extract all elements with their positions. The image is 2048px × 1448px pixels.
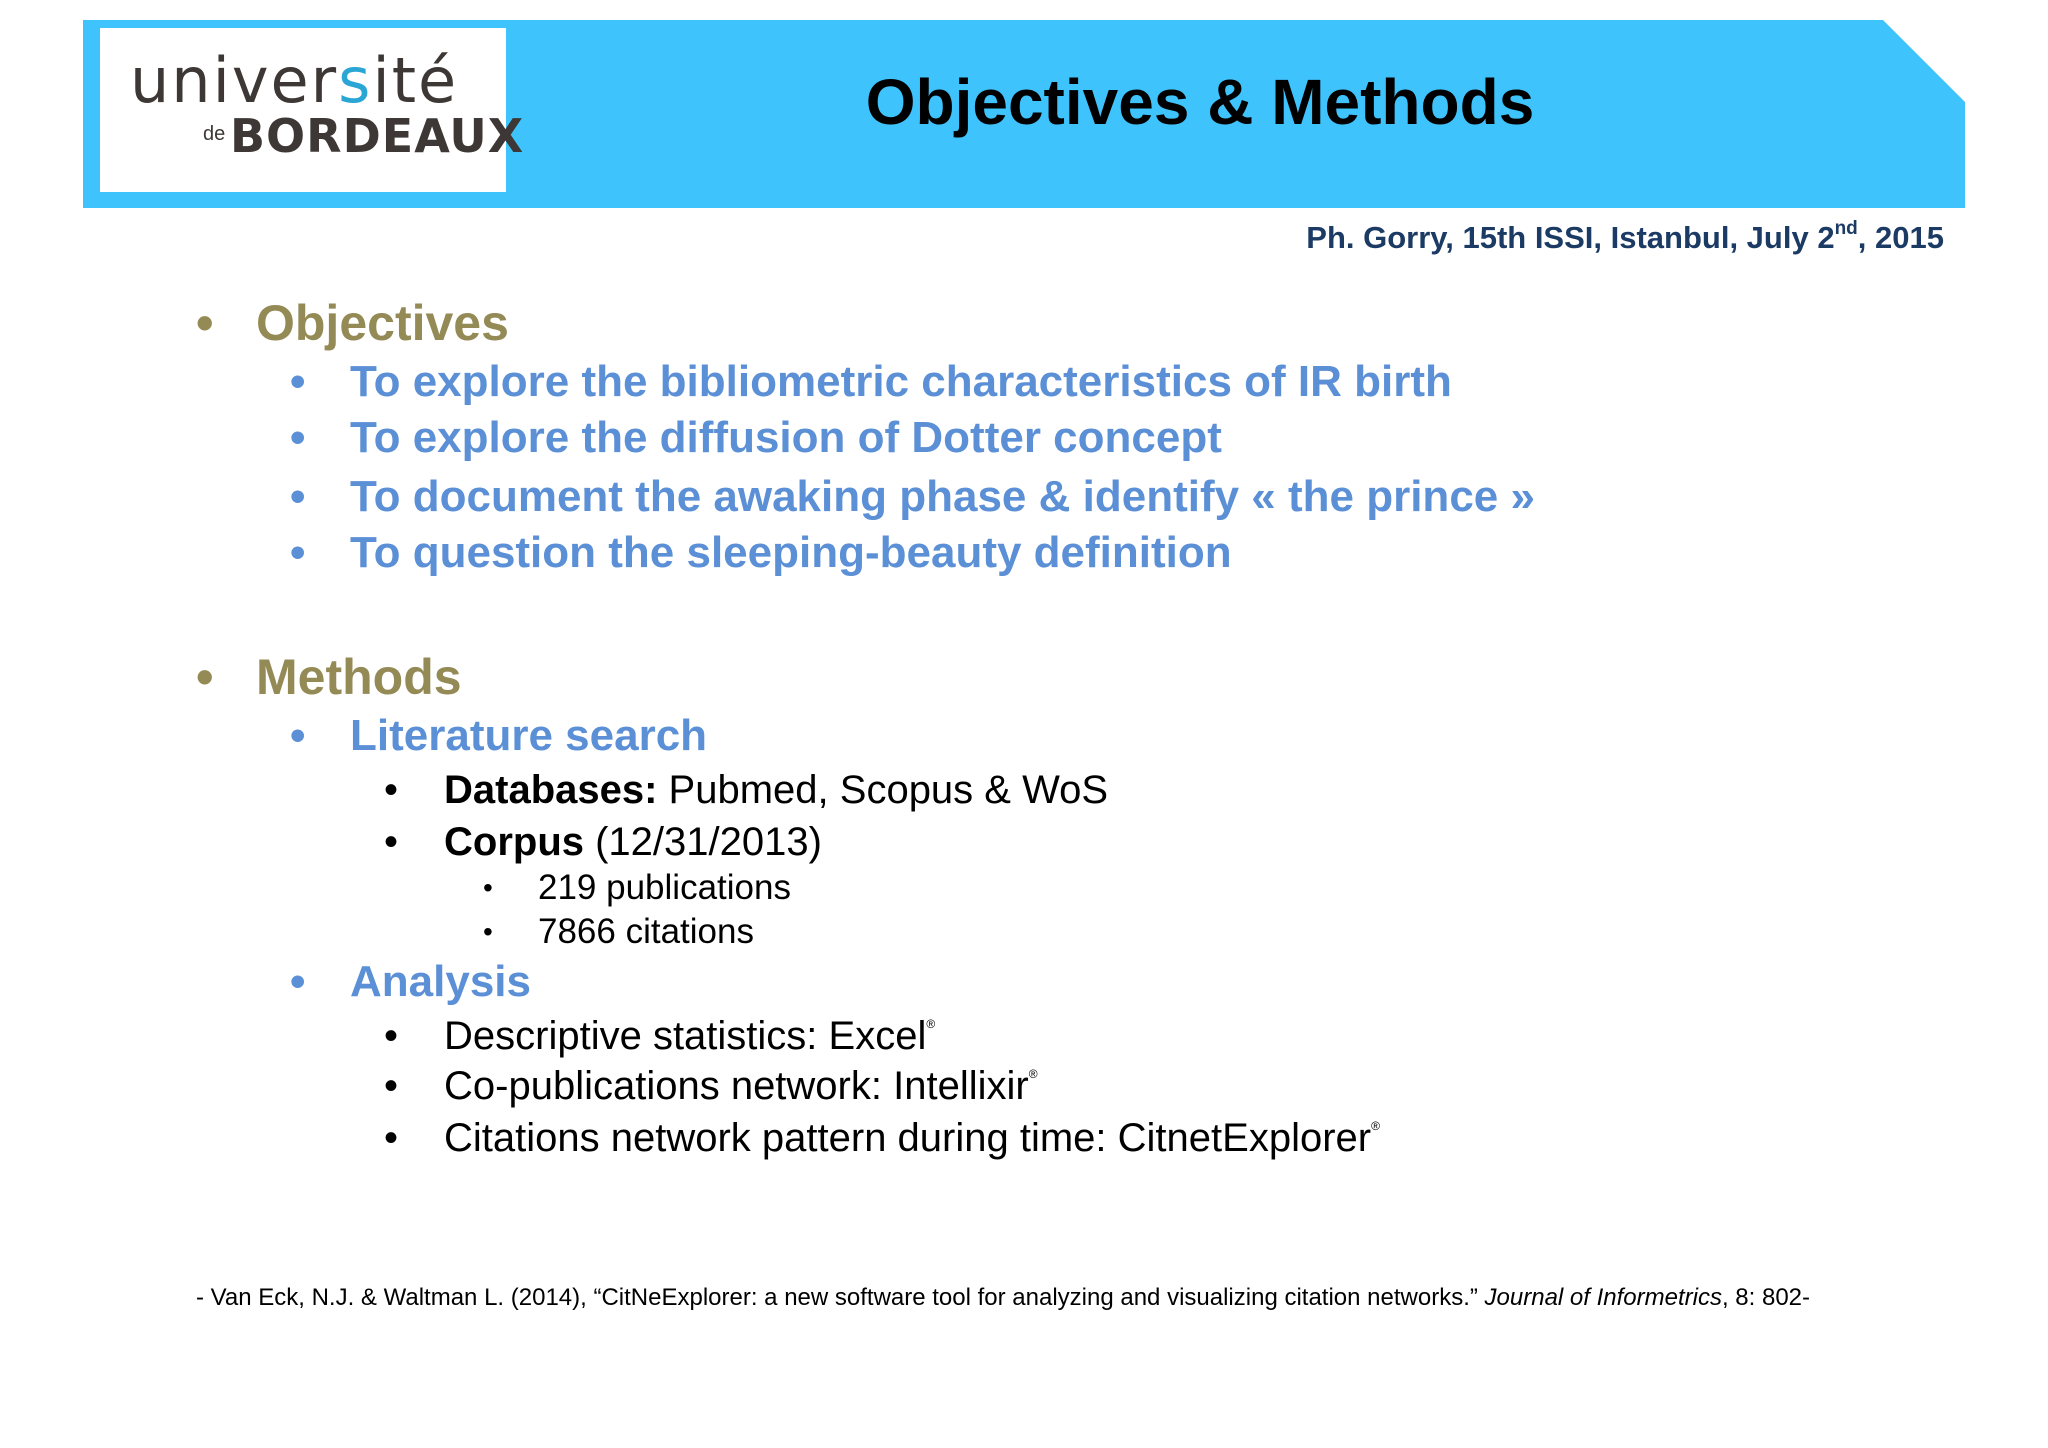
objective-item: • To explore the bibliometric characteristics of IR birth: [290, 357, 1452, 406]
bullet-icon: •: [290, 528, 306, 577]
bullet-icon: •: [290, 472, 306, 521]
university-logo: [100, 28, 525, 192]
analysis-item: • Citations network pattern during time: CitnetExplorer®: [384, 1116, 1380, 1160]
logo-wordmark-top: université: [130, 44, 459, 117]
objective-item: • To document the awaking phase & identify « the prince »: [290, 472, 1535, 521]
analysis-item: • Descriptive statistics: Excel®: [384, 1014, 936, 1058]
bullet-icon: •: [290, 413, 306, 462]
registered-mark: ®: [1371, 1119, 1380, 1133]
bullet-icon: •: [384, 1014, 399, 1058]
objectives-heading: • Objectives: [196, 295, 509, 351]
bullet-icon: •: [290, 957, 306, 1006]
bullet-icon: •: [384, 820, 399, 864]
literature-search-heading: • Literature search: [290, 711, 708, 760]
bullet-icon: •: [384, 1116, 399, 1160]
registered-mark: ®: [926, 1017, 936, 1031]
bullet-icon: •: [483, 916, 493, 947]
bullet-icon: •: [290, 711, 306, 760]
registered-mark: ®: [1028, 1067, 1038, 1081]
bullet-icon: •: [384, 768, 399, 812]
slide-title: Objectives & Methods: [865, 66, 1535, 138]
methods-heading: • Methods: [196, 649, 462, 705]
analysis-heading: • Analysis: [290, 957, 531, 1006]
reference-footnote: - Van Eck, N.J. & Waltman L. (2014), “CitNeExplorer: a new software tool for analyzing and visualizing citation networks.” Journal of Informetrics, 8: 802-: [196, 1284, 1811, 1311]
objective-item: • To explore the diffusion of Dotter concept: [290, 413, 1222, 462]
bullet-icon: •: [196, 295, 214, 351]
analysis-item: • Co-publications network: Intellixir®: [384, 1064, 1038, 1108]
databases-item: • Databases: Pubmed, Scopus & WoS: [384, 768, 1109, 812]
corpus-item: • Corpus (12/31/2013): [384, 820, 822, 864]
corpus-citations: • 7866 citations: [483, 912, 754, 951]
bullet-icon: •: [483, 872, 493, 903]
byline: Ph. Gorry, 15th ISSI, Istanbul, July 2nd, 2015: [1306, 218, 1944, 255]
objective-item: • To question the sleeping-beauty definition: [290, 528, 1232, 577]
logo-wordmark-bottom: BORDEAUX: [230, 109, 525, 163]
logo-de: de: [203, 123, 226, 145]
bullet-icon: •: [196, 649, 214, 705]
bullet-icon: •: [384, 1064, 399, 1108]
corpus-publications: • 219 publications: [483, 868, 791, 907]
bullet-icon: •: [290, 357, 306, 406]
